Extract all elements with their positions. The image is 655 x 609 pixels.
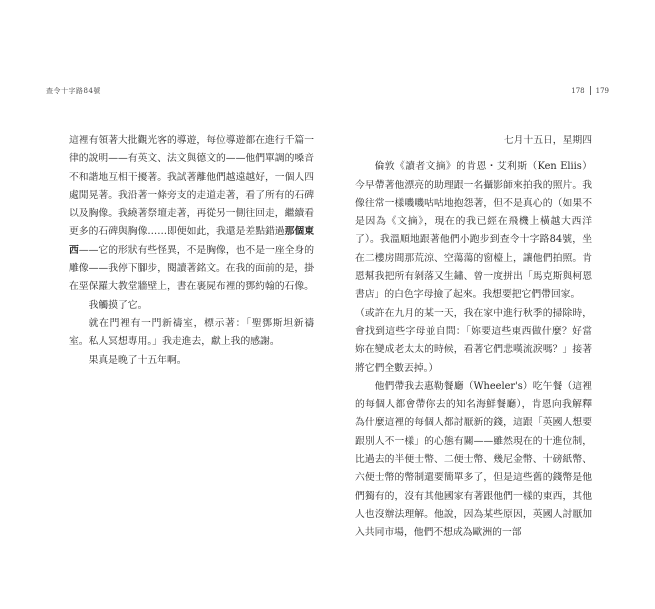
page-number-right: 179 xyxy=(595,86,609,95)
paragraph-2: （或許在九月的某一天，我在家中進行秋季的掃除時，會找到這些字母並自問：「妳要這些東西做什麼？好當妳在變成老太太的時候，看著它們悲嘆流淚嗎？」接著將它們全數丟掉。） xyxy=(355,307,592,374)
paragraph-4: 果真是晚了十五年啊。 xyxy=(88,354,187,366)
paragraph-1: 倫敦《讀者文摘》的肯恩・艾利斯（Ken Eliis）今早帶著他漂亮的助理跟一名攝影師來拍我的照片。我像往常一樣嘰嘰咕咕地抱怨著，但不是真心的（如果不是因為《文摘》，現在的我已經在飛機上橫越大西洋了）。我溫順地跟著他們小跑步到查令十字路84號，坐在二樓房間那荒涼、空蕩蕩的窗檯上，讓他們拍照。肯恩幫我把所有剝落又生鏽、曾一度拼出「馬克斯與柯恩書店」的白色字母撿了起來。我想要把它們帶回家。 xyxy=(355,161,592,301)
paragraph-3: 他們帶我去惠勒餐廳（Wheeler's）吃午餐（這裡的每個人都會帶你去的知名海鮮餐廳），肯恩向我解釋為什麼這裡的每個人都討厭新的錢，這跟「英國人想要跟別人不一樣」的心態有關——雖然現在的十進位制，比過去的半便士幣、二便士幣、幾尼金幣、十磅紙幣、六便士幣的幣制還要簡單多了，但是這些舊的錢幣是他們獨有的，沒有其他國家有著跟他們一樣的東西，其他人也沒辦法理解。他說，因為某些原因，英國人討厭加入共同市場，他們不想成為歐洲的一部 xyxy=(355,380,592,539)
paragraph-2: 我觸摸了它。 xyxy=(88,299,148,311)
left-page-body xyxy=(69,132,314,370)
emphasis-that-thing: 那個東西 xyxy=(69,226,315,256)
diary-date-heading: 七月十五日，星期四 xyxy=(503,135,592,146)
paragraph-3: 就在門裡有一門新禱室，標示著：「聖鄧斯坦新禱室。私人冥想專用。」我走進去，獻上我的感謝。 xyxy=(69,317,314,348)
running-header-title: 查令十字路84號 xyxy=(46,87,101,95)
paragraph-1-text-a: 這裡有領著大批觀光客的導遊，每位導遊都在進行千篇一律的說明——有英文、法文與德文的——他們單調的嗓音不和諧地互相干擾著。我試著離他們越遠越好，一個人四處閒晃著。我沿著一條旁支的走道走著，看了所有的石碑以及胸像。我繞著祭壇走著，再從另一側往回走，繼續看更多的石碑與胸像……即便如此，我還是差點錯過 xyxy=(69,135,314,238)
right-page-body xyxy=(355,132,592,543)
page-numbers xyxy=(571,86,609,95)
paragraph-1 xyxy=(69,132,314,297)
paragraph-1-text-b: ——它的形狀有些怪異，不是胸像，也不是一座全身的雕像——我停下腳步，閱讀著銘文。在我的面前的是，掛在堊保羅大教堂牆壁上，書在裹屍布裡的鄧約翰的石像。 xyxy=(69,244,315,293)
page-number-left: 178 xyxy=(571,86,585,95)
page-number-divider xyxy=(590,86,591,95)
